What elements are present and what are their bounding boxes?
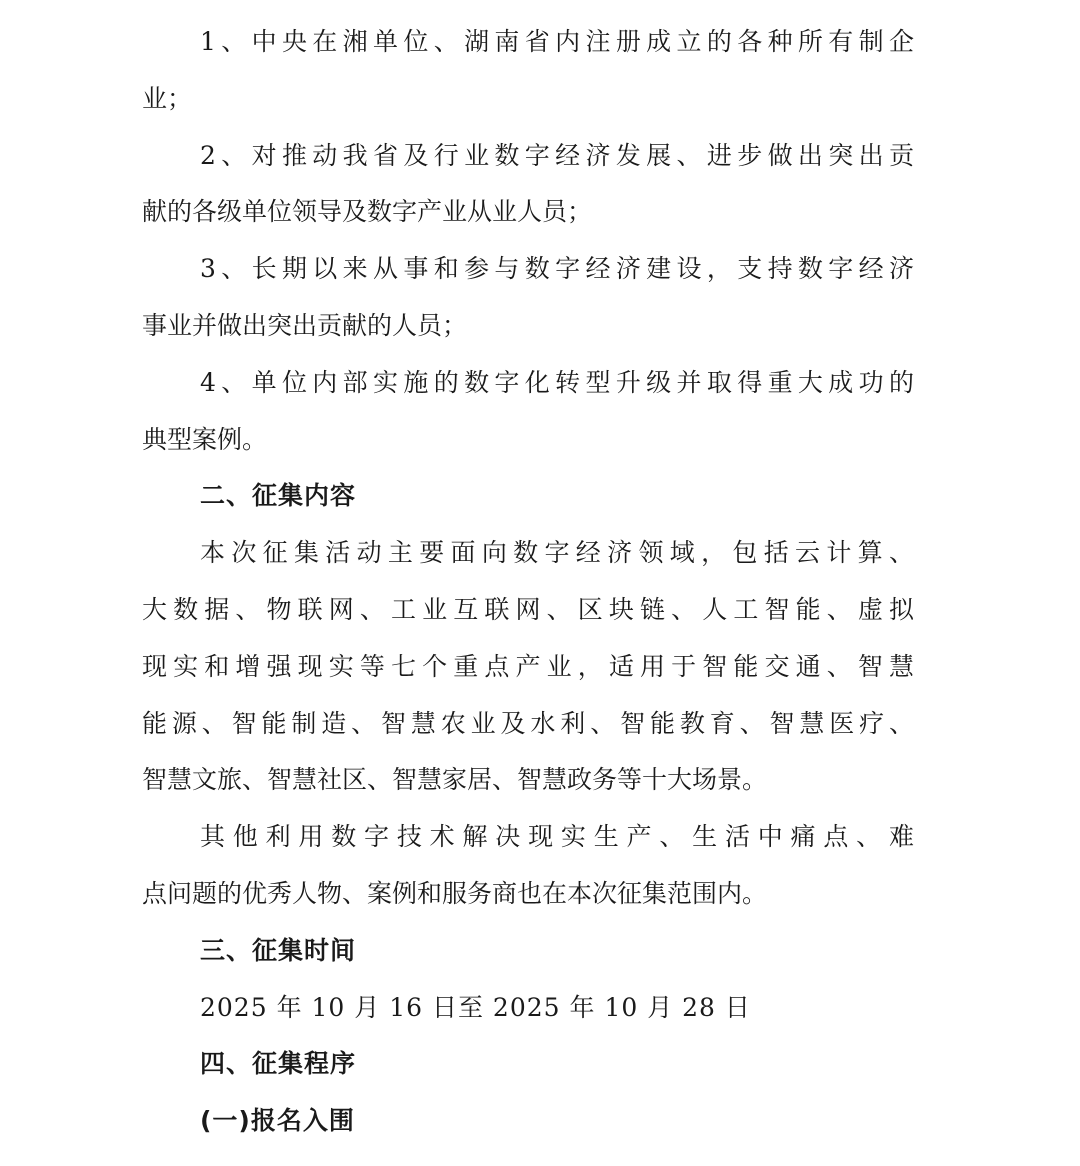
scope-item-2-line-2: 献的各级单位领导及数字产业从业人员； <box>142 197 593 227</box>
scope-item-1-line-2: 业； <box>142 83 193 113</box>
section-heading-procedure: 四、征集程序 <box>200 1049 357 1079</box>
document-page <box>142 14 914 1150</box>
section-heading-content: 二、征集内容 <box>200 481 357 511</box>
scope-item-4-line-2: 典型案例。 <box>142 424 268 454</box>
content-paragraph-2-line-2: 点问题的优秀人物、案例和服务商也在本次征集范围内。 <box>142 878 768 908</box>
scope-item-3-line-2: 事业并做出突出贡献的人员； <box>142 310 468 340</box>
content-paragraph-1-line-3: 现实和增强现实等七个重点产业，适用于智能交通、智慧 <box>142 651 914 681</box>
subsection-heading-registration: (一)报名入围 <box>200 1106 355 1136</box>
scope-item-2-line-1: 2、对推动我省及行业数字经济发展、进步做出突出贡 <box>200 140 914 170</box>
content-paragraph-1-line-4: 能源、智能制造、智慧农业及水利、智能教育、智慧医疗、 <box>142 708 914 738</box>
scope-item-3-line-1: 3、长期以来从事和参与数字经济建设，支持数字经济 <box>200 254 914 284</box>
section-heading-time: 三、征集时间 <box>200 935 357 965</box>
scope-item-4-line-1: 4、单位内部实施的数字化转型升级并取得重大成功的 <box>200 367 914 397</box>
scope-item-1-line-1: 1、中央在湘单位、湖南省内注册成立的各种所有制企 <box>200 27 914 56</box>
collection-period: 2025 年 10 月 16 日至 2025 年 10 月 28 日 <box>200 992 751 1022</box>
content-paragraph-1-line-2: 大数据、物联网、工业互联网、区块链、人工智能、虚拟 <box>142 594 914 624</box>
content-paragraph-1-line-1: 本次征集活动主要面向数字经济领域，包括云计算、 <box>200 538 914 568</box>
content-paragraph-2-line-1: 其他利用数字技术解决现实生产、生活中痛点、难 <box>200 822 914 852</box>
content-paragraph-1-line-5: 智慧文旅、智慧社区、智慧家居、智慧政务等十大场景。 <box>142 765 768 795</box>
